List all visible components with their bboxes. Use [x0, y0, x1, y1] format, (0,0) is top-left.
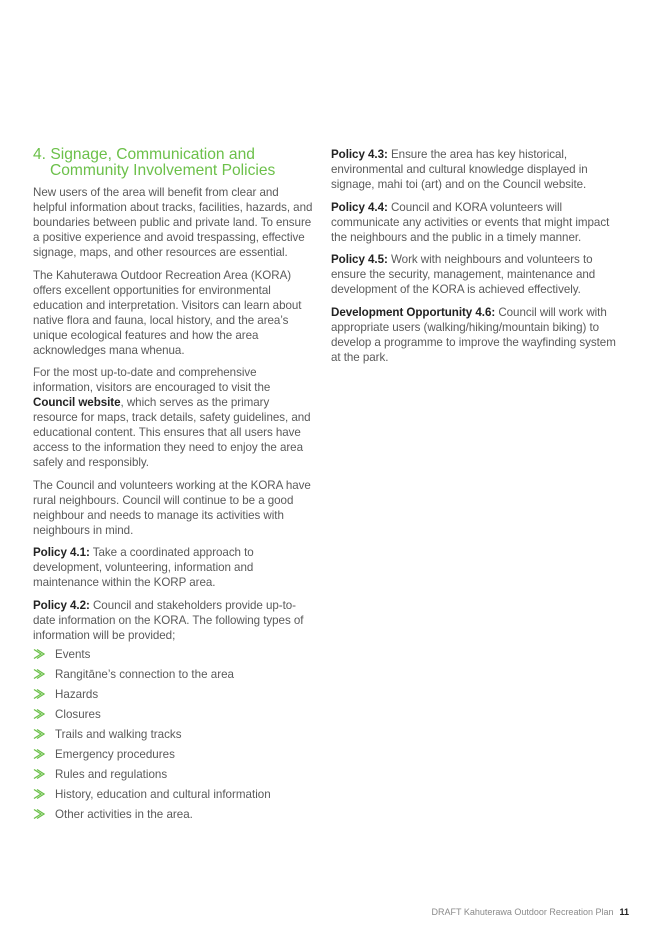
information-types-list — [33, 647, 315, 828]
double-chevron-right-icon — [33, 788, 45, 800]
double-chevron-right-icon — [33, 708, 45, 720]
double-chevron-right-icon — [33, 768, 45, 780]
list-item: Closures — [33, 707, 315, 727]
development-opportunity-4-6: Development Opportunity 4.6: Council will work with appropriate users (walking/hiking/mountain biking) to develop a programme to improve the wayfinding system at the park. — [331, 305, 616, 364]
list-item: Emergency procedures — [33, 747, 315, 767]
council-website-paragraph: For the most up-to-date and comprehensive information, visitors are encouraged to visit the Council website, which serves as the primary resource for maps, track details, safety guidelines, and educational content. This ensures that all users have access to the information they need to enjoy the area safely and responsibly. — [33, 366, 311, 469]
section-heading — [33, 147, 315, 179]
section-title-line1: Signage, Communication and — [50, 146, 255, 163]
double-chevron-right-icon — [33, 688, 45, 700]
list-item: Other activities in the area. — [33, 807, 315, 827]
double-chevron-right-icon — [33, 648, 45, 660]
double-chevron-right-icon — [33, 728, 45, 740]
kora-education-paragraph: The Kahuterawa Outdoor Recreation Area (KORA) offers excellent opportunities for environmental education and interpretation. Visitors can learn about native flora and fauna, local history, and the area’s unique ecological features and how the area acknowledges mana whenua. — [33, 268, 302, 357]
list-item: History, education and cultural information — [33, 787, 315, 807]
list-item: Trails and walking tracks — [33, 727, 315, 747]
double-chevron-right-icon — [33, 808, 45, 820]
footer-document-title: DRAFT Kahuterawa Outdoor Recreation Plan — [431, 907, 614, 917]
list-item: Rangitāne’s connection to the area — [33, 667, 315, 687]
neighbours-paragraph: The Council and volunteers working at the KORA have rural neighbours. Council will continue to be a good neighbour and needs to manage its activities with neighbours in mind. — [33, 478, 311, 537]
page-footer — [432, 907, 629, 917]
policy-4-5: Policy 4.5: Work with neighbours and volunteers to ensure the security, management, maintenance and development of the KORA is achieved effectively. — [331, 253, 596, 296]
section-title-line2: Community Involvement Policies — [50, 162, 276, 179]
page-number: 11 — [619, 907, 629, 917]
list-item: Events — [33, 647, 315, 667]
policy-4-1: Policy 4.1: Take a coordinated approach to development, volunteering, information and maintenance within the KORP area. — [33, 546, 254, 589]
section-number: 4. — [33, 146, 47, 163]
left-column — [33, 147, 315, 827]
list-item: Rules and regulations — [33, 767, 315, 787]
double-chevron-right-icon — [33, 668, 45, 680]
council-website-link: Council website — [33, 396, 121, 409]
policy-4-4: Policy 4.4: Council and KORA volunteers will communicate any activities or events that might impact the neighbours and the public in a timely manner. — [331, 200, 610, 244]
double-chevron-right-icon — [33, 748, 45, 760]
right-column — [331, 147, 616, 372]
intro-paragraph: New users of the area will benefit from clear and helpful information about tracks, facilities, hazards, and boundaries between public and private land. To ensure a positive experience and avoid trespassing, effective signage, maps, and other resources are essential. — [33, 186, 313, 259]
policy-4-3: Policy 4.3: Ensure the area has key historical, environmental and cultural knowledge displayed in signage, mahi toi (art) and on the Council website. — [331, 148, 588, 191]
policy-4-2: Policy 4.2: Council and stakeholders provide up-to-date information on the KORA. The following types of information will be provided; — [33, 598, 304, 642]
list-item: Hazards — [33, 687, 315, 707]
